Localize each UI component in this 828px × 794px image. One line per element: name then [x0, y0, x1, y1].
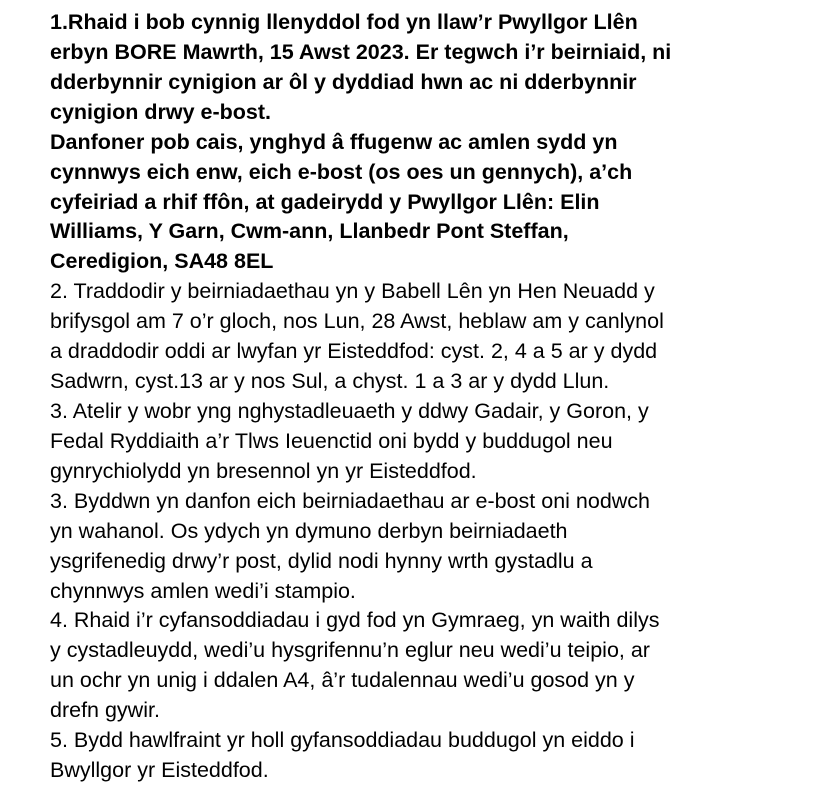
rule-5-line: 5. Bydd hawlfraint yr holl gyfansoddiadau buddugol yn eiddo i — [50, 728, 635, 753]
rule-5-line: Bwyllgor yr Eisteddfod. — [50, 758, 269, 782]
rule-4-line: drefn gywir. — [50, 698, 160, 723]
rule-2-line: Sadwrn, cyst.13 ar y nos Sul, a chyst. 1 a 3 ar y dydd Llun. — [50, 369, 610, 393]
rule-2-line: a draddodir oddi ar lwyfan yr Eisteddfod: cyst. 2, 4 a 5 ar y dydd — [50, 339, 658, 364]
rule-1-line: Ceredigion, SA48 8EL — [50, 249, 274, 274]
rule-3b-line: yn wahanol. Os ydych yn dymuno derbyn beirniadaeth — [50, 518, 568, 543]
rule-4-line: y cystadleuydd, wedi’u hysgrifennu’n eglur neu wedi’u teipio, ar — [50, 638, 650, 663]
rule-1-line: cyfeiriad a rhif ffôn, at gadeirydd y Pwyllgor Llên: Elin — [50, 189, 600, 214]
rule-2-line: 2. Traddodir y beirniadaethau yn y Babell Lên yn Hen Neuadd y — [50, 279, 655, 304]
rule-3b-line: ysgrifenedig drwy’r post, dylid nodi hynny wrth gystadlu a — [50, 548, 593, 573]
rule-3a-line: Fedal Ryddiaith a’r Tlws Ieuenctid oni bydd y buddugol neu — [50, 428, 613, 453]
rule-1-line: cynnwys eich enw, eich e-bost (os oes un gennych), a’ch — [50, 159, 633, 184]
rule-1-line: Williams, Y Garn, Cwm-ann, Llanbedr Pont Steffan, — [50, 219, 569, 244]
rule-1-line: erbyn BORE Mawrth, 15 Awst 2023. Er tegwch i’r beirniaid, ni — [50, 39, 672, 64]
rule-3a-line: gynrychiolydd yn bresennol yn yr Eisteddfod. — [50, 458, 477, 483]
rule-3b-line: 3. Byddwn yn danfon eich beirniadaethau ar e-bost oni nodwch — [50, 488, 651, 513]
rule-1-line: cynigion drwy e-bost. — [50, 99, 271, 124]
rule-4-line: un ochr yn unig i ddalen A4, â’r tudalennau wedi’u gosod yn y — [50, 668, 635, 693]
rules-document — [50, 0, 820, 794]
rule-4-line: 4. Rhaid i’r cyfansoddiadau i gyd fod yn Gymraeg, yn waith dilys — [50, 608, 660, 633]
rule-1-line: dderbynnir cynigion ar ôl y dyddiad hwn ac ni dderbynnir — [50, 69, 637, 94]
rule-2-line: brifysgol am 7 o’r gloch, nos Lun, 28 Awst, heblaw am y canlynol — [50, 309, 664, 334]
rule-1-line: 1.Rhaid i bob cynnig llenyddol fod yn llaw’r Pwyllgor Llên — [50, 10, 638, 34]
rule-3b-line: chynnwys amlen wedi’i stampio. — [50, 578, 356, 603]
rule-3a-line: 3. Atelir y wobr yng nghystadleuaeth y ddwy Gadair, y Goron, y — [50, 399, 649, 423]
rule-1-line: Danfoner pob cais, ynghyd â ffugenw ac amlen sydd yn — [50, 129, 618, 154]
